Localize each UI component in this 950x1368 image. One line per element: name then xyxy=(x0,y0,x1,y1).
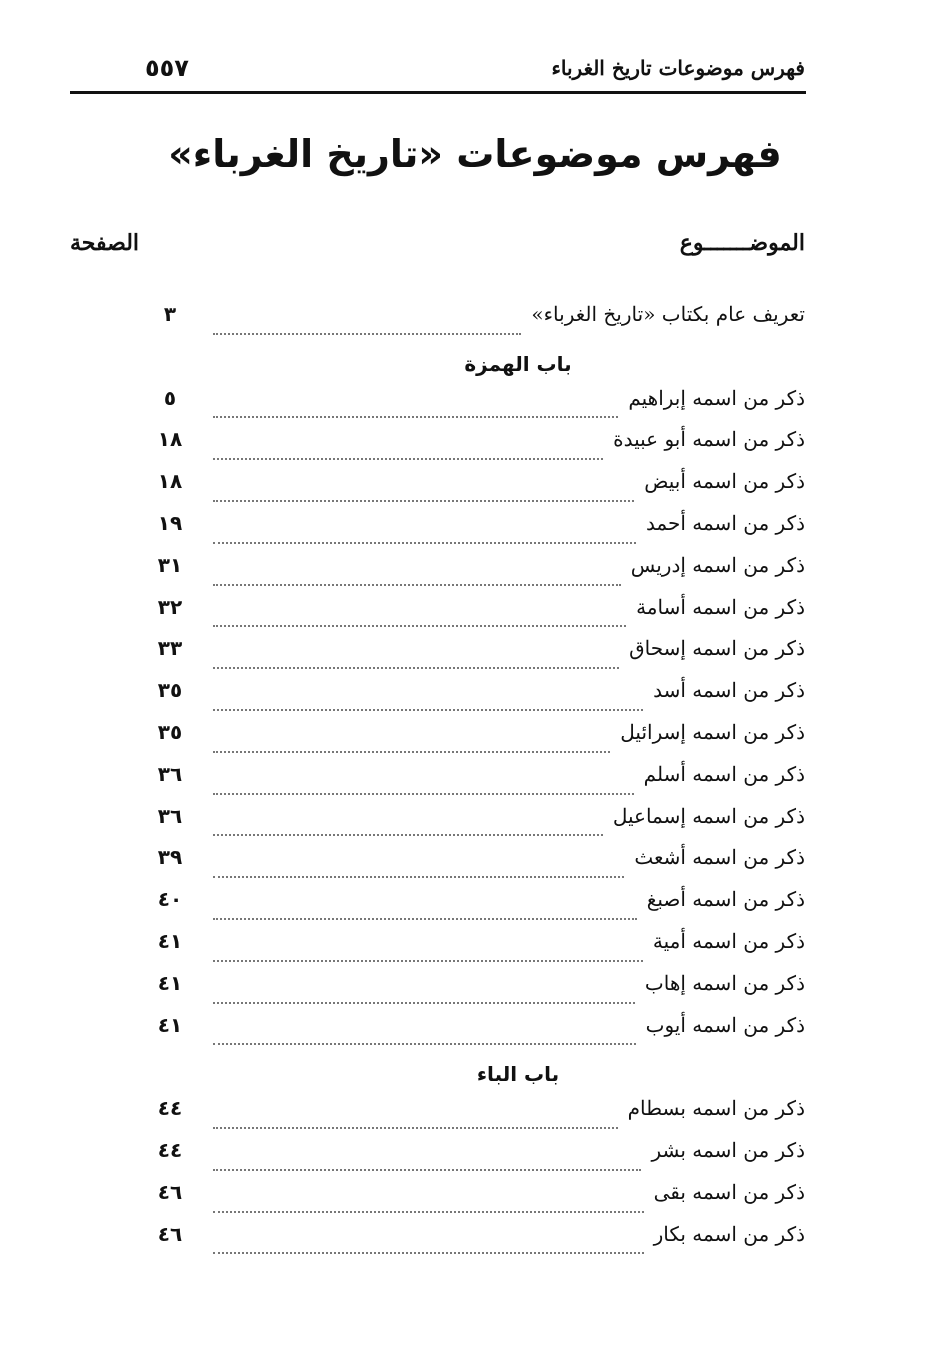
running-header xyxy=(145,54,805,94)
toc-entry xyxy=(141,720,805,762)
toc-entry xyxy=(141,302,805,344)
toc-entry-text: ذكر من اسمه إبراهيم xyxy=(628,385,805,410)
column-header-page: الصفحة xyxy=(70,230,140,256)
toc-entry xyxy=(141,1013,805,1055)
toc-entry-page: ٣٥ xyxy=(157,719,183,744)
toc-entry xyxy=(141,929,805,971)
column-header-subject: الموضـــــــوع xyxy=(679,230,805,256)
toc-entry-page: ٤١ xyxy=(157,970,183,995)
toc-entry xyxy=(141,636,805,678)
toc-entry-page: ٤٠ xyxy=(157,887,183,912)
running-title: فهرس موضوعات تاريخ الغرباء xyxy=(551,56,805,80)
toc-entry-page: ١٨ xyxy=(157,469,183,494)
toc-entry-page: ٤٦ xyxy=(157,1179,183,1204)
toc-entry xyxy=(141,1138,805,1180)
toc-entry-page: ٤١ xyxy=(157,1012,183,1037)
toc-entry-page: ٤٤ xyxy=(157,1137,183,1162)
dot-leader xyxy=(213,695,643,711)
toc-entry xyxy=(141,1222,805,1264)
toc-entry-page: ٣ xyxy=(163,302,177,326)
dot-leader xyxy=(213,820,603,836)
toc-entry-page: ٣٢ xyxy=(157,594,183,619)
dot-leader xyxy=(213,1197,644,1213)
section-heading: باب الباء xyxy=(476,1062,560,1087)
dot-leader xyxy=(213,486,634,502)
dot-leader xyxy=(213,988,635,1004)
toc-entry xyxy=(141,553,805,595)
toc-entry-page: ١٩ xyxy=(157,510,183,535)
toc-entry xyxy=(141,887,805,929)
dot-leader xyxy=(213,737,610,753)
toc-entry-page: ٣٣ xyxy=(157,636,183,661)
toc-entry-text: ذكر من اسمه بشر xyxy=(651,1137,805,1162)
toc-entry xyxy=(141,427,805,469)
toc-entry-page: ٣٩ xyxy=(157,845,183,870)
dot-leader xyxy=(213,1029,636,1045)
dot-leader xyxy=(213,1155,641,1171)
dot-leader xyxy=(213,779,634,795)
dot-leader xyxy=(213,946,643,962)
toc-entry-text: ذكر من اسمه بكار xyxy=(653,1221,805,1246)
toc-entry xyxy=(141,1096,805,1138)
toc-entry xyxy=(141,762,805,804)
toc-entry-text: ذكر من اسمه أسد xyxy=(653,678,805,703)
toc-entry xyxy=(141,595,805,637)
toc-entry xyxy=(141,469,805,511)
toc-entry-text: ذكر من اسمه أسامة xyxy=(636,594,805,619)
toc-entry-text: ذكر من اسمه بقى xyxy=(653,1179,805,1204)
toc-entry-text: ذكر من اسمه أبو عبيدة xyxy=(613,427,805,452)
toc-entry-text: ذكر من اسمه أبيض xyxy=(644,469,805,494)
toc-entry-text: تعريف عام بكتاب «تاريخ الغرباء» xyxy=(531,302,805,326)
toc-entry-page: ٥ xyxy=(163,385,177,410)
toc-entry-text: ذكر من اسمه أسلم xyxy=(643,761,805,786)
toc-entry-text: ذكر من اسمه أيوب xyxy=(645,1012,805,1037)
dot-leader xyxy=(213,402,618,418)
toc-entry-text: ذكر من اسمه أمية xyxy=(652,928,805,953)
toc-entry-page: ٤٤ xyxy=(157,1096,183,1121)
toc-entry-text: ذكر من اسمه أحمد xyxy=(645,510,805,535)
toc-list xyxy=(141,302,805,1263)
dot-leader xyxy=(213,611,626,627)
page-number: ٥٥٧ xyxy=(145,54,189,82)
dot-leader xyxy=(213,1113,618,1129)
toc-entry-text: ذكر من اسمه إسرائيل xyxy=(620,719,805,744)
toc-entry-page: ٣٥ xyxy=(157,678,183,703)
page-title: فهرس موضوعات «تاريخ الغرباء» xyxy=(168,132,782,176)
toc-entry-text: ذكر من اسمه بسطام xyxy=(627,1096,805,1121)
toc-entry-text: ذكر من اسمه إدريس xyxy=(630,552,805,577)
dot-leader xyxy=(213,862,624,878)
toc-entry xyxy=(141,1180,805,1222)
toc-entry xyxy=(141,511,805,553)
toc-entry-text: ذكر من اسمه أشعث xyxy=(634,845,805,870)
header-rule xyxy=(70,91,806,94)
toc-entry-text: ذكر من اسمه إسحاق xyxy=(629,636,805,661)
section-heading: باب الهمزة xyxy=(464,351,572,376)
dot-leader xyxy=(213,1238,644,1254)
toc-entry xyxy=(141,971,805,1013)
dot-leader xyxy=(213,904,637,920)
toc-entry-page: ٣٦ xyxy=(157,803,183,828)
dot-leader xyxy=(213,528,636,544)
dot-leader xyxy=(213,570,621,586)
toc-entry xyxy=(141,386,805,428)
dot-leader xyxy=(213,319,521,335)
dot-leader xyxy=(213,653,619,669)
toc-entry-page: ٣٦ xyxy=(157,761,183,786)
toc-entry xyxy=(141,845,805,887)
dot-leader xyxy=(213,444,603,460)
toc-entry xyxy=(141,678,805,720)
toc-entry-page: ١٨ xyxy=(157,427,183,452)
toc-entry-text: ذكر من اسمه إهاب xyxy=(644,970,805,995)
toc-entry xyxy=(141,804,805,846)
toc-entry-text: ذكر من اسمه إسماعيل xyxy=(612,803,805,828)
toc-entry-page: ٤١ xyxy=(157,928,183,953)
toc-entry-page: ٣١ xyxy=(157,552,183,577)
toc-entry-text: ذكر من اسمه أصبغ xyxy=(646,887,805,912)
toc-entry-page: ٤٦ xyxy=(157,1221,183,1246)
